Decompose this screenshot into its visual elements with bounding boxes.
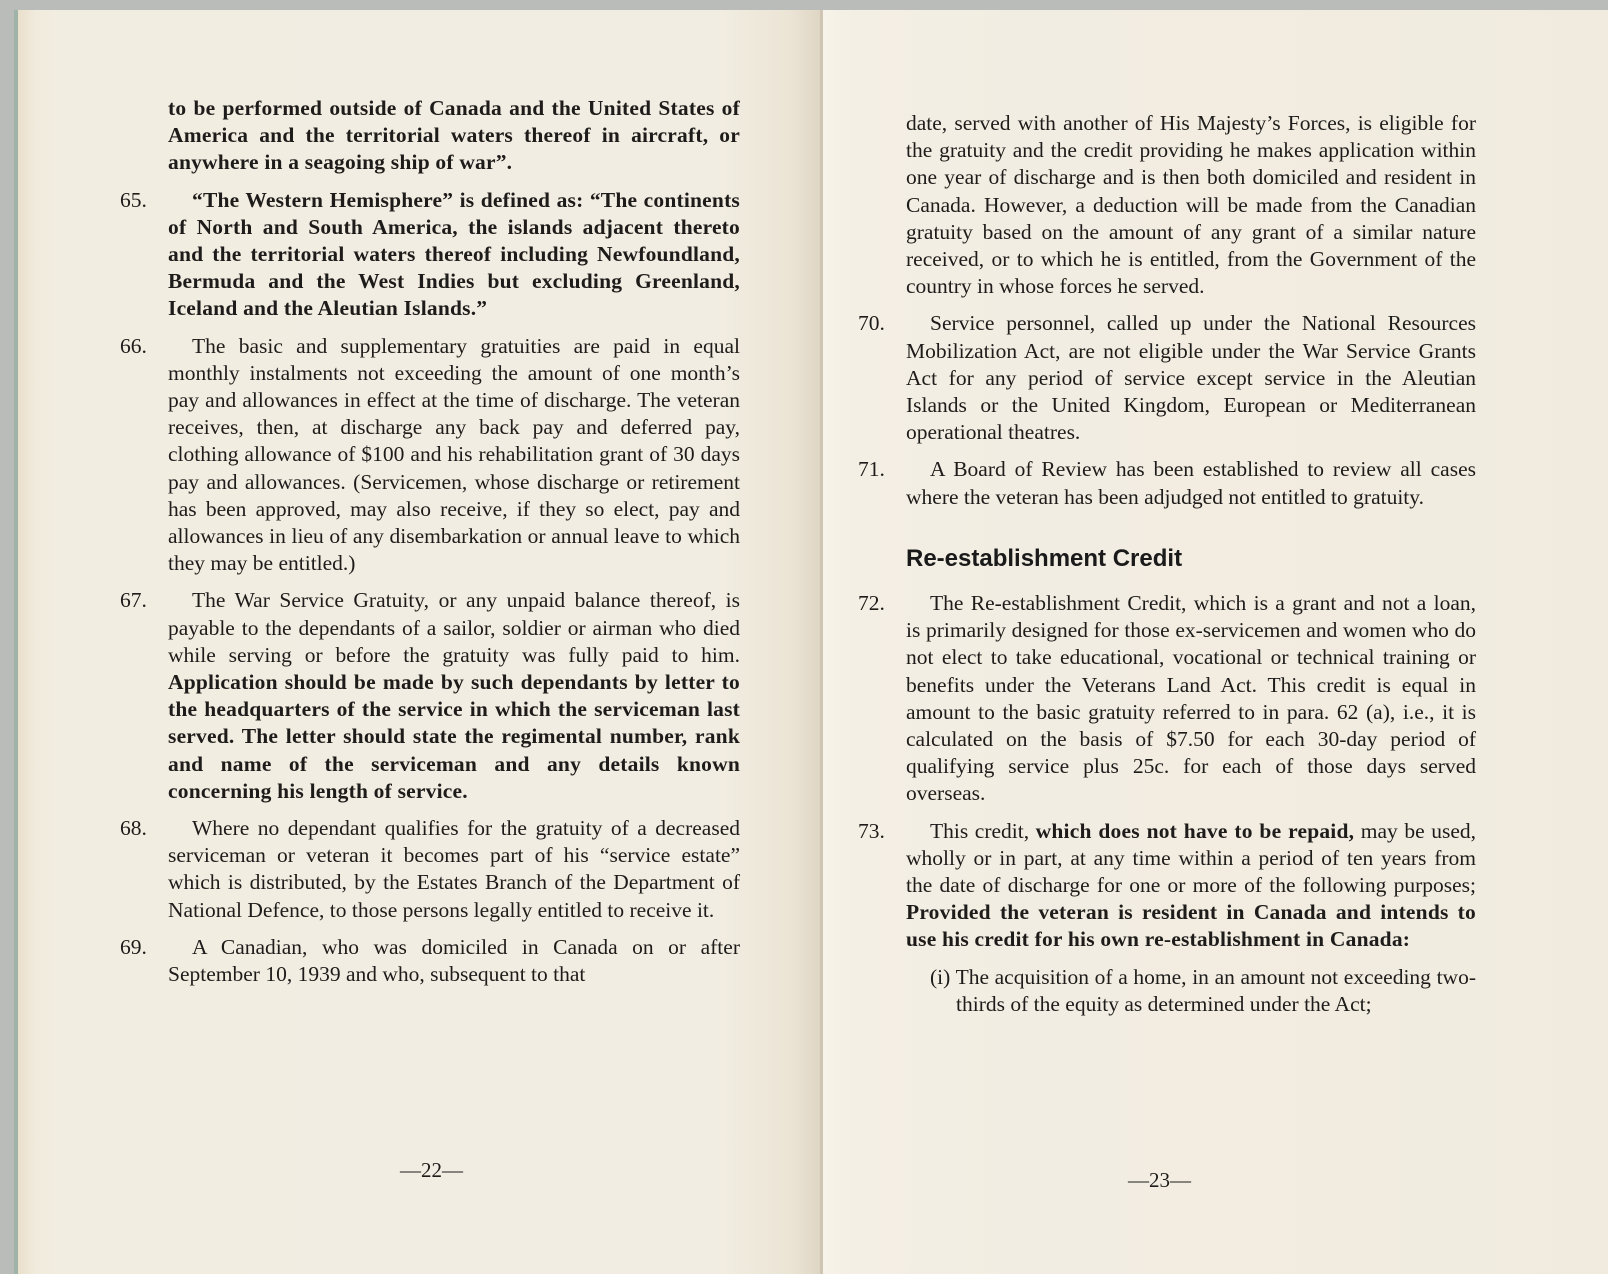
right-page-text	[858, 110, 1476, 1018]
text-run: date, served with another of His Majesty’s Forces, is eligible for the gratuity and the credit providing he makes application within one year of discharge and is then both domiciled and resident in Canada. However, a deduction will be made from the Canadian gratuity based on the amount of any grant of a similar nature received, or to which he is entitled, from the Government of the country in whose forces he served.	[906, 111, 1476, 299]
bold-text-run: which does not have to be repaid,	[1035, 818, 1355, 843]
paragraph-body	[168, 815, 740, 924]
paragraph-body	[168, 333, 740, 578]
paragraph-number: 71.	[858, 457, 885, 482]
paragraph-68	[120, 815, 740, 924]
paragraph-body	[168, 187, 740, 323]
page-number-22: —22—	[400, 1158, 463, 1182]
text-run: The Re-establishment Credit, which is a grant and not a loan, is primarily designed for those ex-servicemen and women who do not elect to take educational, vocational or technical training or benefits under the Veterans Land Act. This credit is equal in amount to the basic gratuity referred to in para. 62 (a), i.e., it is calculated on the basis of $7.50 for each 30-day period of qualifying service plus 25c. for each of those days served overseas.	[906, 591, 1476, 806]
paragraph-number: 68.	[120, 816, 147, 841]
text-run: This credit,	[930, 818, 1036, 843]
text-run: A Canadian, who was domiciled in Canada on or after September 10, 1939 and who, subsequent to that	[168, 934, 740, 987]
paragraph-number: 67.	[120, 588, 147, 613]
paragraph-number: 70.	[858, 311, 885, 336]
text-run: Where no dependant qualifies for the gratuity of a decreased serviceman or veteran it becomes part of his “service estate” which is distributed, by the Estates Branch of the Department of National Defence, to those persons legally entitled to receive it.	[168, 816, 740, 922]
paragraph-body	[906, 110, 1476, 300]
paragraph-71	[858, 456, 1476, 510]
paragraph-continued	[120, 95, 740, 177]
sub-item-text: The acquisition of a home, in an amount not exceeding two-thirds of the equity as determined under the Act;	[955, 964, 1476, 1016]
text-run: A Board of Review has been established to review all cases where the veteran has been adjudged not entitled to gratuity.	[906, 457, 1476, 509]
paragraph-66	[120, 333, 740, 578]
bold-text-run: “The Western Hemisphere” is defined as: “The continents of North and South America, the islands adjacent thereto and the territorial waters thereof including Newfoundland, Bermuda and the West Indies but excluding Greenland, Iceland and the Aleutian Islands.”	[168, 187, 740, 321]
paragraph-number: 69.	[120, 934, 147, 959]
section-heading: Re-establishment Credit	[906, 544, 1183, 572]
left-page-text	[120, 95, 740, 998]
sub-item	[884, 964, 1476, 1018]
paragraph-body	[906, 590, 1476, 808]
paragraph-73	[858, 818, 1476, 954]
paragraph-body	[168, 95, 740, 177]
text-run: The War Service Gratuity, or any unpaid balance thereof, is payable to the dependants of a sailor, soldier or airman who died while serving or before the gratuity was fully paid to him.	[168, 588, 740, 667]
paragraph-number: 66.	[120, 333, 147, 358]
paragraph-72	[858, 590, 1476, 808]
sub-item-label: (i)	[930, 964, 956, 989]
paragraph-number: 72.	[858, 591, 885, 616]
paragraph-body	[168, 587, 740, 805]
paragraph-67	[120, 587, 740, 805]
bold-text-run: to be performed outside of Canada and the United States of America and the territorial waters thereof in aircraft, or anywhere in a seagoing ship of war”.	[168, 96, 740, 175]
bold-text-run: Provided the veteran is resident in Canada and intends to use his credit for his own re-establishment in Canada:	[906, 900, 1476, 952]
paragraph-number: 65.	[120, 187, 147, 212]
text-run: Service personnel, called up under the National Resources Mobilization Act, are not eligible under the War Service Grants Act for any period of service except service in the Aleutian Islands or the United Kingdom, European or Mediterranean operational theatres.	[906, 311, 1476, 445]
paragraph-70	[858, 310, 1476, 446]
text-run: The basic and supplementary gratuities are paid in equal monthly instalments not exceeding the amount of one month’s pay and allowances in effect at the time of discharge. The veteran receives, then, at discharge any back pay and deferred pay, clothing allowance of $100 and his rehabilitation grant of 30 days pay and allowances. (Servicemen, whose discharge or retirement has been approved, may also receive, if they so elect, pay and allowances in lieu of any disembarkation or annual leave to which they may be entitled.)	[168, 333, 740, 576]
paragraph-number: 73.	[858, 818, 885, 843]
paragraph-body	[906, 818, 1476, 954]
book-gutter	[820, 10, 823, 1274]
text-run: may be used, wholly or in part, at any time within a period of ten years from the date of discharge for one or more of the following purposes;	[906, 818, 1476, 898]
paragraph-continued	[858, 110, 1476, 300]
paragraph-body	[906, 310, 1476, 446]
page-number-23: —23—	[1128, 1168, 1191, 1192]
paragraph-body	[168, 934, 740, 988]
paragraph-body	[906, 456, 1476, 510]
paragraph-65	[120, 187, 740, 323]
paragraph-69	[120, 934, 740, 988]
bold-text-run: Application should be made by such dependants by letter to the headquarters of the service in which the serviceman last served. The letter should state the regimental number, rank and name of the serviceman and any details known concerning his length of service.	[168, 670, 740, 803]
